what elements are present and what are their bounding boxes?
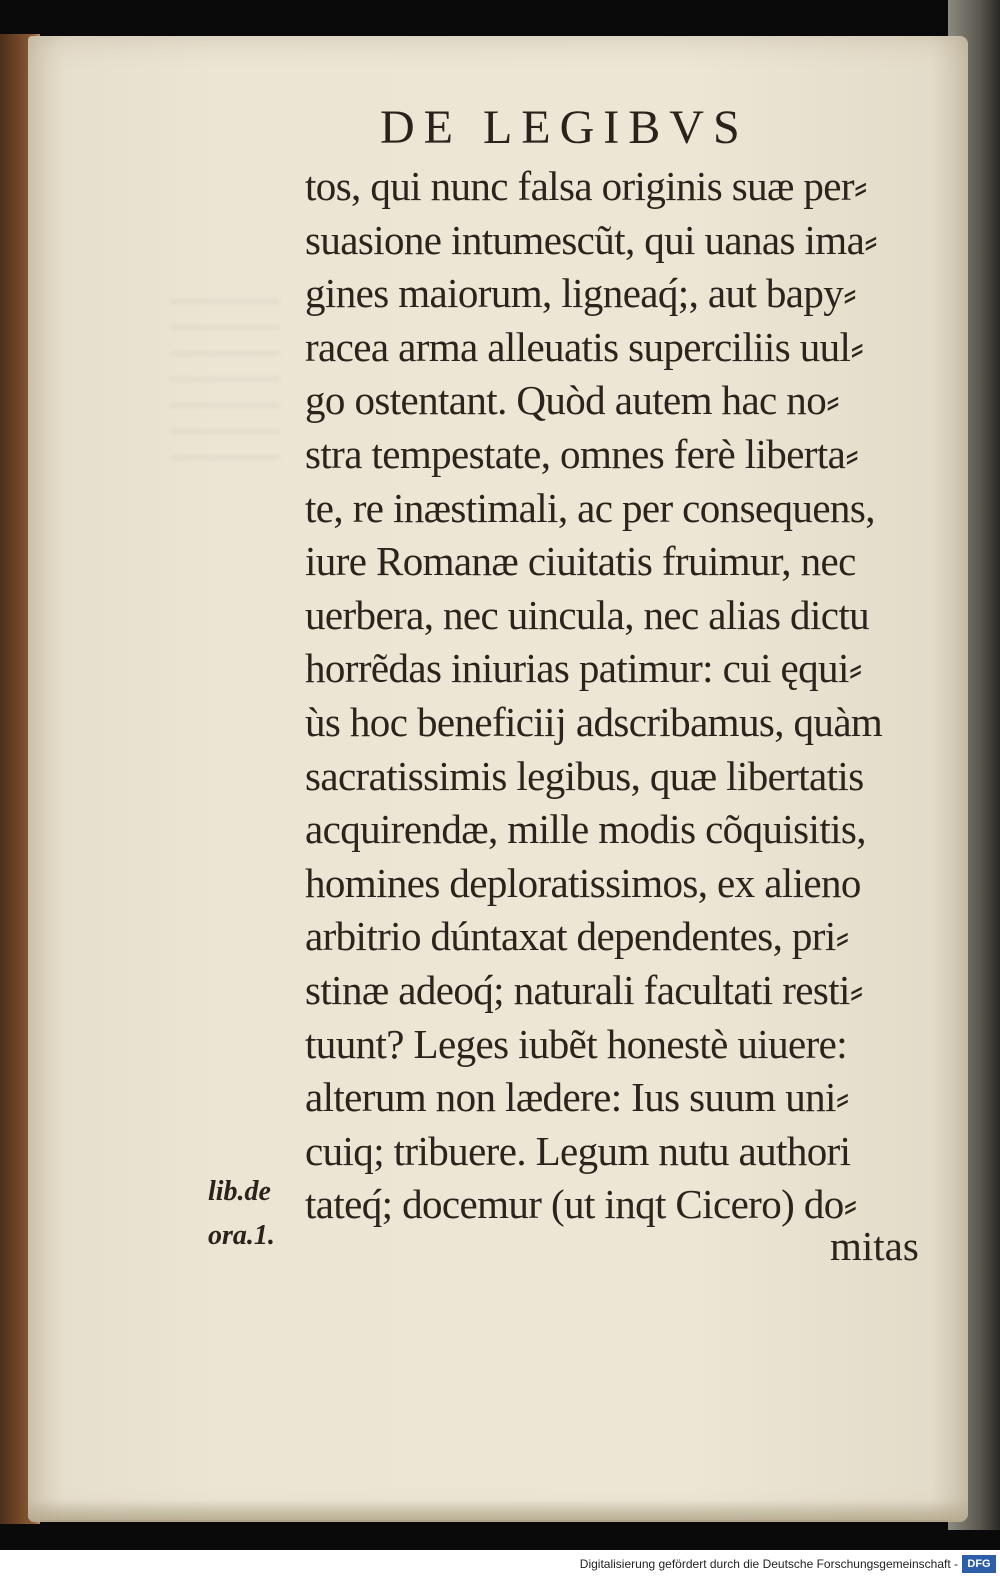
text-line: sacratissimis legibus, quæ libertatis [305,752,864,799]
text-line: homines deploratissimos, ex alieno [305,859,861,906]
text-line: horrẽdas iniurias patimur: cui ęqui⸗ [305,645,862,692]
running-head: DE LEGIBVS [380,101,749,154]
text-line: tuunt? Leges iubẽt honestè uiuere: [305,1020,848,1067]
catchword: mitas [830,1223,919,1269]
text-line: ùs hoc beneficiĳ adscribamus, quàm [305,698,883,745]
marginal-note-line: ora.1. [208,1220,275,1251]
ink-show-through [170,300,280,480]
text-line: te, re inæstimali, ac per consequens, [305,484,875,531]
text-line: uerbera, nec uincula, nec alias dictu [305,591,870,638]
text-line: tateq́; docemur (ut inqt Cicero) do⸗ [305,1181,857,1228]
text-line: go ostentant. Quòd autem hac no⸗ [305,377,840,424]
text-line: acquirendæ, mille modis cõquisitis, [305,806,866,853]
marginal-note [208,1170,275,1258]
page-bottom-edge [28,1500,968,1522]
text-line: gines maiorum, ligneaq́;, aut bapy⸗ [305,270,857,317]
text-line: iure Romanæ ciuitatis fruimur, nec [305,538,856,585]
marginal-note-line: lib.de [208,1176,271,1207]
body-text [305,160,945,1232]
text-line: racea arma alleuatis superciliis uul⸗ [305,323,864,370]
footer-credit: Digitalisierung gefördert durch die Deutsche Forschungsgemeinschaft - [579,1557,958,1571]
text-line: alterum non lædere: Ius suum uni⸗ [305,1074,849,1121]
text-line: cuiq; tribuere. Legum nutu authori [305,1127,851,1174]
text-line: arbitrio dúntaxat dependentes, pri⸗ [305,913,849,960]
text-line: suasione intumescũt, qui uanas ima⸗ [305,216,878,263]
text-line: stra tempestate, omnes ferè liberta⸗ [305,430,859,477]
dfg-logo: DFG [962,1555,996,1573]
text-line: stinæ adeoq́; naturali facultati resti⸗ [305,966,863,1013]
text-line: tos, qui nunc falsa originis suæ per⸗ [305,163,867,209]
